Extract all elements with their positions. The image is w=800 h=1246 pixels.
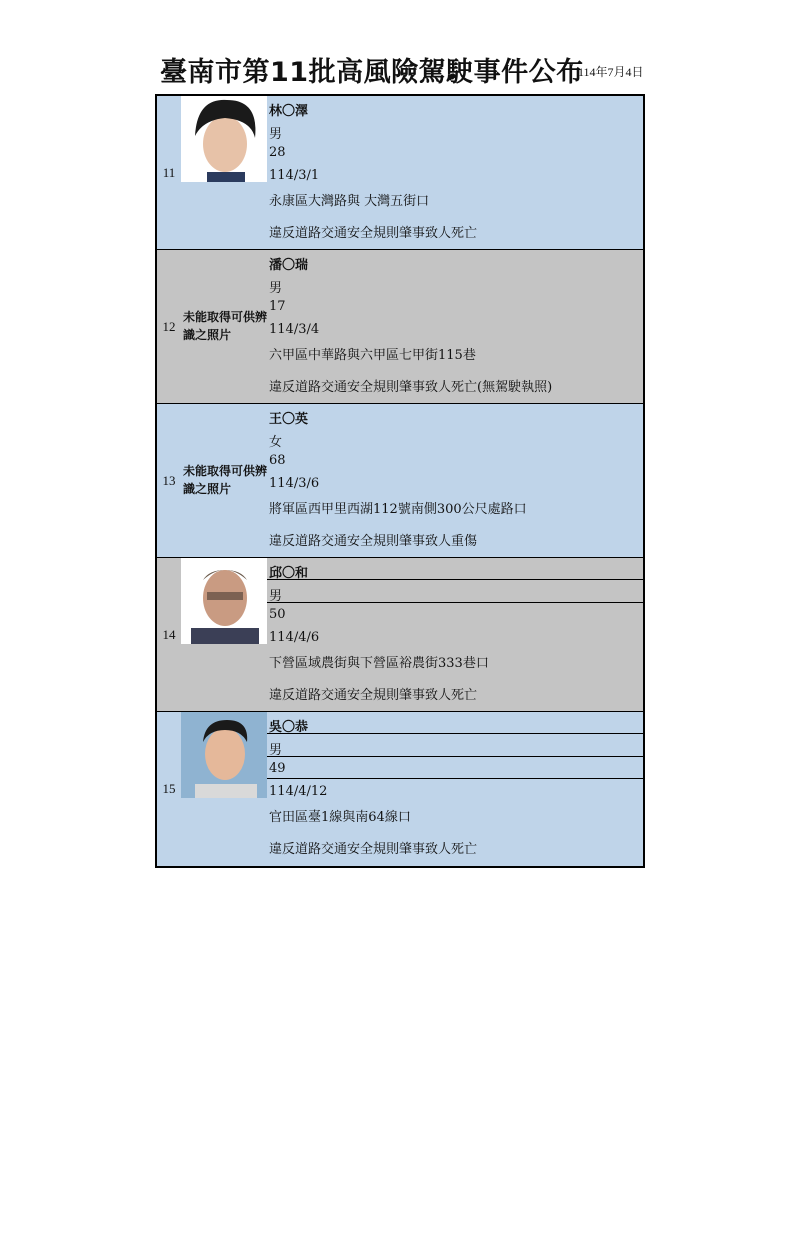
incident-date: 114/4/6 <box>269 630 320 645</box>
row-divider <box>267 756 643 779</box>
photo-cell <box>181 558 267 711</box>
person-age: 49 <box>269 761 286 776</box>
person-age: 28 <box>269 145 286 160</box>
person-age: 17 <box>269 299 286 314</box>
person-gender: 男 <box>269 127 283 142</box>
record-info <box>267 712 643 866</box>
incident-date: 114/4/12 <box>269 784 328 799</box>
violation-text: 違反道路交通安全規則肇事致人死亡 <box>269 688 478 703</box>
table-row <box>157 404 643 558</box>
person-name: 吳〇恭 <box>269 720 309 735</box>
record-number: 12 <box>162 318 176 334</box>
violation-text: 違反道路交通安全規則肇事致人重傷 <box>269 534 478 549</box>
person-gender: 男 <box>269 589 283 604</box>
records-table <box>155 94 645 868</box>
person-name: 王〇英 <box>269 412 309 427</box>
face-photo <box>181 558 267 644</box>
row-divider <box>267 712 643 734</box>
record-info <box>267 558 643 711</box>
no-photo-note: 未能取得可供辨識之照片 <box>183 310 268 342</box>
person-name: 邱〇和 <box>269 566 309 581</box>
record-number: 14 <box>162 626 176 642</box>
photo-cell <box>181 250 267 403</box>
incident-location: 將軍區西甲里西湖112號南側300公尺處路口 <box>269 502 527 517</box>
incident-date: 114/3/4 <box>269 322 320 337</box>
record-number: 15 <box>162 781 176 796</box>
person-age: 50 <box>269 607 286 622</box>
table-row <box>157 712 643 866</box>
person-name: 潘〇瑞 <box>269 258 309 273</box>
publish-date: 114年7月4日 <box>578 65 644 79</box>
photo-cell <box>181 96 267 249</box>
record-info <box>267 250 643 403</box>
face-photo <box>181 96 267 182</box>
no-photo-note: 未能取得可供辨識之照片 <box>183 464 268 496</box>
violation-text: 違反道路交通安全規則肇事致人死亡 <box>269 226 478 241</box>
incident-location: 六甲區中華路與六甲區七甲街115巷 <box>269 348 476 363</box>
record-number: 13 <box>162 472 176 488</box>
table-row <box>157 250 643 404</box>
face-photo <box>181 712 267 798</box>
person-gender: 女 <box>269 435 283 450</box>
incident-location: 下營區域農街與下營區裕農街333巷口 <box>269 656 489 671</box>
incident-location: 官田區臺1線與南64線口 <box>269 810 411 825</box>
incident-location: 永康區大灣路與 大灣五街口 <box>269 194 430 209</box>
incident-date: 114/3/1 <box>269 168 320 183</box>
person-gender: 男 <box>269 281 283 296</box>
row-divider <box>267 602 643 603</box>
incident-date: 114/3/6 <box>269 476 320 491</box>
violation-text: 違反道路交通安全規則肇事致人死亡(無駕駛執照) <box>269 380 553 395</box>
record-info <box>267 404 643 557</box>
table-row <box>157 558 643 712</box>
photo-cell <box>181 712 267 866</box>
person-gender: 男 <box>269 743 283 758</box>
record-info <box>267 96 643 249</box>
person-name: 林〇澤 <box>269 104 309 119</box>
violation-text: 違反道路交通安全規則肇事致人死亡 <box>269 842 478 857</box>
page-title: 臺南市第11批高風險駕駛事件公布 <box>160 57 584 88</box>
person-age: 68 <box>269 453 286 468</box>
row-divider <box>267 558 643 580</box>
table-row <box>157 96 643 250</box>
photo-cell <box>181 404 267 557</box>
record-number: 11 <box>162 164 176 180</box>
